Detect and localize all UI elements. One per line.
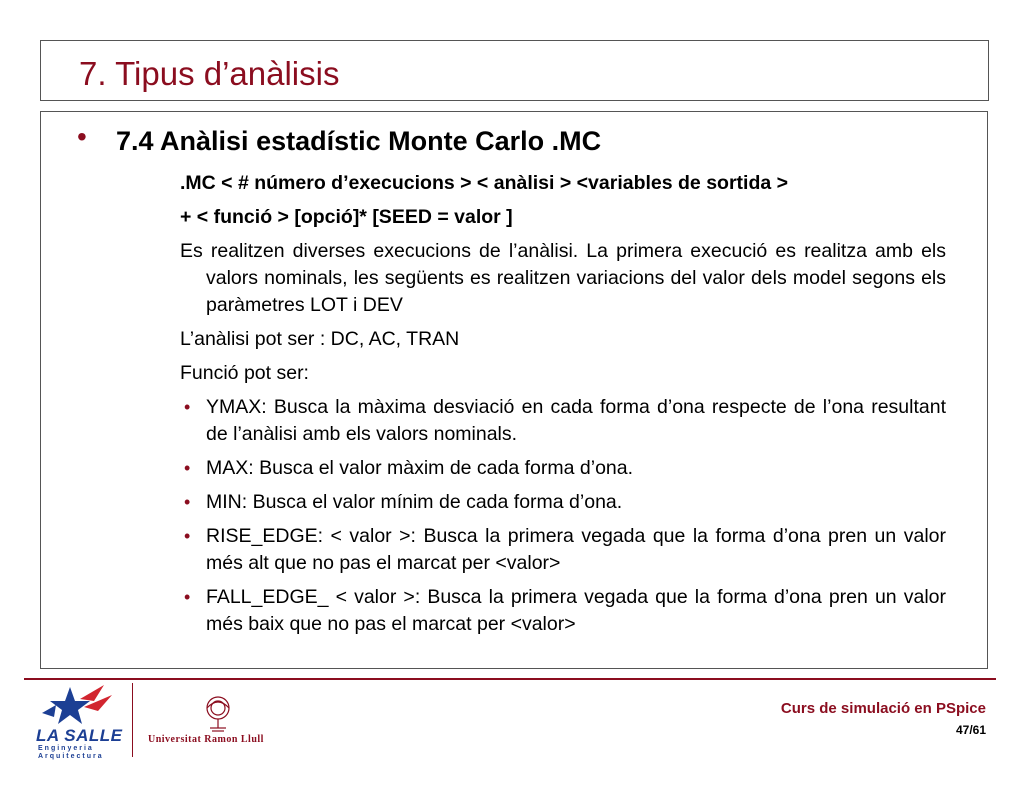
list-item <box>180 523 946 577</box>
university-logo-text: Universitat Ramon Llull <box>148 734 264 745</box>
list-item-text: MAX: Busca el valor màxim de cada forma d’ona. <box>206 457 634 479</box>
course-title: Curs de simulació en PSpice <box>780 700 986 717</box>
function-list <box>180 394 946 638</box>
list-item-text: RISE_EDGE: < valor >: Busca la primera vegada que la forma d’ona pren un valor més alt que no pas el marcat per <valor> <box>206 525 946 574</box>
syntax-line-1: .MC < # número d’execucions > < anàlisi > <variables de sortida > <box>180 172 789 194</box>
list-item-text: FALL_EDGE_ < valor >: Busca la primera vegada que la forma d’ona pren un valor més baix que no pas el marcat per <valor> <box>206 586 946 635</box>
bullet-icon: • <box>184 458 191 478</box>
lasalle-logo-text: LA SALLE <box>36 726 123 745</box>
lasalle-logo <box>32 683 128 759</box>
page-number: 47/61 <box>955 723 986 737</box>
description-paragraph: Es realitzen diverses execucions de l’anàlisi. La primera execució es realitza amb els valors nominals, les següents es realitzen variacions del valor dels model segons els paràmetres LOT i DEV <box>180 240 946 316</box>
bullet-icon: • <box>184 492 191 512</box>
list-item-text: YMAX: Busca la màxima desviació en cada forma d’ona respecte de l’ona resultant de l’anàlisi amb els valors nominals. <box>206 396 946 445</box>
bullet-icon: • <box>184 397 191 417</box>
section-heading: 7.4 Anàlisi estadístic Monte Carlo .MC <box>116 126 602 156</box>
footer-divider <box>24 678 996 680</box>
analysis-types-paragraph: L’anàlisi pot ser : DC, AC, TRAN <box>180 328 460 350</box>
bullet-icon: • <box>184 587 191 607</box>
page-title: 7. Tipus d’anàlisis <box>79 55 340 92</box>
list-item-text: MIN: Busca el valor mínim de cada forma d’ona. <box>206 491 623 513</box>
function-intro-paragraph: Funció pot ser: <box>180 362 309 384</box>
slide-body <box>180 170 946 645</box>
section-bullet: • <box>77 121 87 152</box>
tree-icon <box>148 694 298 734</box>
list-item <box>180 455 946 482</box>
lasalle-logo-sub2: Arquitectura <box>38 753 104 760</box>
syntax-line-2: + < funció > [opció]* [SEED = valor ] <box>180 206 513 228</box>
bullet-icon: • <box>184 526 191 546</box>
university-logo <box>148 694 298 754</box>
list-item <box>180 489 946 516</box>
lasalle-logo-sub1: Enginyeria <box>38 745 94 752</box>
list-item <box>180 394 946 448</box>
logo-divider <box>132 683 133 757</box>
list-item <box>180 584 946 638</box>
title-box <box>40 40 989 101</box>
